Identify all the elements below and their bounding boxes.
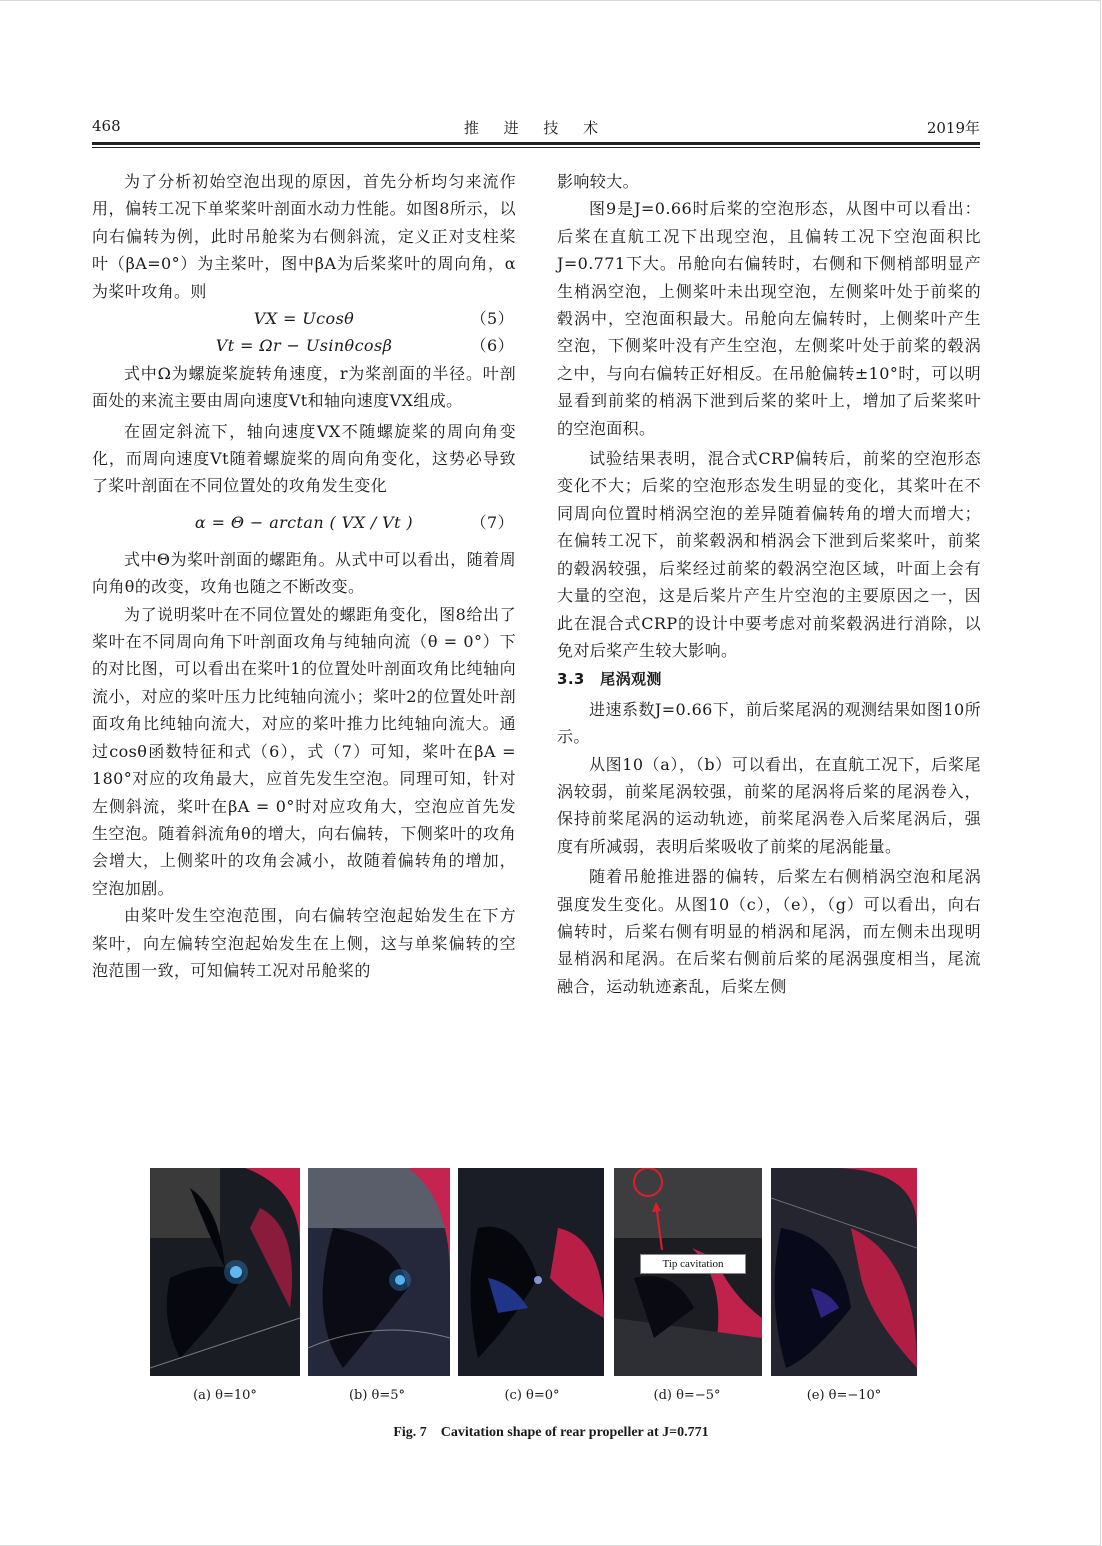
paragraph: 式中Ω为螺旋桨旋转角速度，r为桨剖面的半径。叶剖面处的来流主要由周向速度Vt和轴向速度VX组成。: [92, 363, 516, 411]
figure-caption: Fig. 7 Cavitation shape of rear propeller at J=0.771: [393, 1425, 709, 1440]
equation-body: α = Θ − arctan ( VX / Vt ): [194, 512, 414, 532]
equation-7: [92, 500, 516, 546]
paragraph: 进速系数J=0.66下，前后桨尾涡的观测结果如图10所示。: [557, 699, 981, 747]
photo-a: [150, 1168, 300, 1376]
photo-b: [308, 1168, 450, 1376]
subcaption-d: (d) θ=−5°: [653, 1388, 721, 1403]
figure-7: [150, 1168, 920, 1378]
year: 2019年: [926, 119, 980, 137]
paragraph: 从图10（a），（b）可以看出，在直航工况下，后桨尾涡较弱，前桨尾涡较强，前桨的尾涡将后桨的尾涡卷入，保持前桨尾涡的运动轨迹，前桨尾涡卷入后桨尾涡后，强度有所减弱，表明后桨吸收了前桨的尾涡能量。: [557, 754, 981, 856]
left-column: [92, 168, 516, 984]
header-rule-thin: [92, 147, 980, 148]
equation-number: （6）: [470, 336, 514, 356]
right-column: [557, 168, 981, 1000]
page-number: 468: [92, 117, 121, 135]
paragraph: 随着吊舱推进器的偏转，后桨左右侧梢涡空泡和尾涡强度发生变化。从图10（c），（e），（g）可以看出，向右偏转时，后桨右侧有明显的梢涡和尾涡，而左侧未出现明显梢涡和尾涡。在后桨右侧前后桨的尾涡强度相当，尾流融合，运动轨迹紊乱，后桨左侧: [557, 867, 981, 996]
equation-5: [92, 305, 516, 332]
subcaption-e: (e) θ=−10°: [806, 1388, 882, 1403]
running-header: [92, 117, 980, 139]
photo-e: [771, 1168, 917, 1376]
section-heading: 3.3 尾涡观测: [557, 670, 662, 689]
paragraph: 试验结果表明，混合式CRP偏转后，前桨的空泡形态变化不大；后桨的空泡形态发生明显的变化，其桨叶在不同周向位置时梢涡空泡的差异随着偏转角的增大而增大；在偏转工况下，前桨毂涡和梢涡会下泄到后桨桨叶，前桨的毂涡较强，后桨经过前桨的毂涡空泡区域，叶面上会有大量的空泡，这是后桨片产生片空泡的主要原因之一，因此在混合式CRP的设计中要考虑对前桨毂涡进行消除，以免对后桨产生较大影响。: [557, 449, 981, 660]
equation-6: [92, 332, 516, 359]
paragraph: 图9是J=0.66时后桨的空泡形态，从图中可以看出：后桨在直航工况下出现空泡，且偏转工况下空泡面积比J=0.771下大。吊舱向右偏转时，右侧和下侧梢部明显产生梢涡空泡，上侧桨叶未出现空泡，左侧桨叶处于前桨的毂涡中，空泡面积最大。吊舱向左偏转时，上侧桨叶产生空泡，下侧桨叶没有产生空泡，左侧桨叶处于前桨的毂涡之中，与向右偏转正好相反。在吊舱偏转±10°时，可以明显看到前桨的梢涡下泄到后桨的桨叶上，增加了后桨桨叶的空泡面积。: [557, 199, 981, 438]
journal-title: 推 进 技 术: [463, 119, 609, 137]
subcaption-a: (a) θ=10°: [193, 1388, 257, 1403]
paragraph: 为了说明桨叶在不同位置处的螺距角变化，图8给出了桨叶在不同周向角下叶剖面攻角与纯轴向流（θ = 0°）下的对比图，可以看出在桨叶1的位置处叶剖面攻角比纯轴向流小，对应的桨叶压力比纯轴向流小；桨叶2的位置处叶剖面攻角比纯轴向流大，对应的桨叶推力比纯轴向流大。通过cosθ函数特征和式（6），式（7）可知，桨叶在βA = 180°对应的攻角最大，应首先发生空泡。同理可知，针对左侧斜流，桨叶在βA = 0°时对应攻角大，空泡应首先发生空泡。随着斜流角θ的增大，向右偏转，下侧桨叶的攻角会增大，上侧桨叶的攻角会减小，故随着偏转角的增加，空泡加剧。: [92, 604, 516, 898]
paragraph: 影响较大。: [557, 172, 640, 191]
equation-body: VX = Ucosθ: [253, 309, 355, 329]
paragraph: 为了分析初始空泡出现的原因，首先分析均匀来流作用，偏转工况下单桨桨叶剖面水动力性能。如图8所示，以向右偏转为例，此时吊舱桨为右侧斜流，定义正对支柱桨叶（βA=0°）为主桨叶，图中βA为后桨桨叶的周向角，α为桨叶攻角。则: [92, 172, 516, 301]
subcaption-b: (b) θ=5°: [348, 1388, 406, 1403]
paragraph: 式中Θ为桨叶剖面的螺距角。从式中可以看出，随着周向角θ的改变，攻角也随之不断改变。: [92, 549, 516, 597]
paragraph: 在固定斜流下，轴向速度VX不随螺旋桨的周向角变化，而周向速度Vt随着螺旋桨的周向角变化，这势必导致了桨叶剖面在不同位置处的攻角发生变化: [92, 421, 516, 496]
subcaption-c: (c) θ=0°: [504, 1388, 560, 1403]
equation-number: （5）: [470, 309, 514, 329]
equation-body: Vt = Ωr − Usinθcosβ: [215, 336, 393, 356]
tip-cavitation-label: Tip cavitation: [640, 1254, 746, 1274]
equation-number: （7）: [470, 512, 514, 532]
photo-c: [458, 1168, 604, 1376]
header-rule-thick: [92, 142, 980, 145]
paragraph: 由桨叶发生空泡范围，向右偏转空泡起始发生在下方桨叶，向左偏转空泡起始发生在上侧，这与单桨偏转的空泡范围一致，可知偏转工况对吊舱桨的: [92, 906, 516, 980]
photo-d: [614, 1168, 762, 1376]
